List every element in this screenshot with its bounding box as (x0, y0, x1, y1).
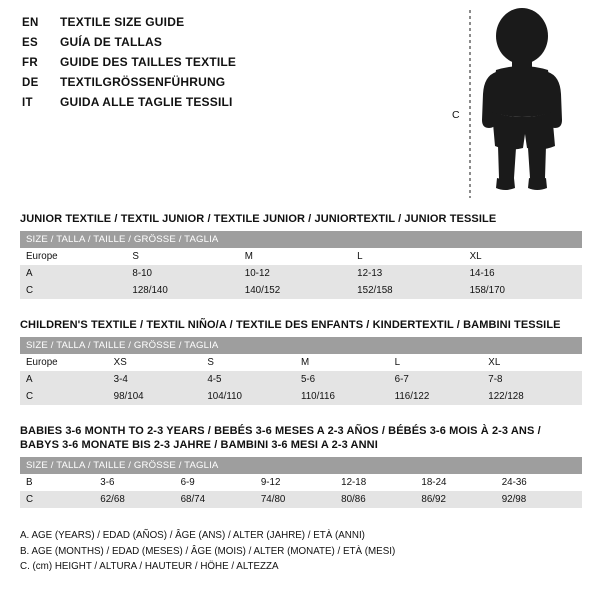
language-title: TEXTILGRÖSSENFÜHRUNG (60, 75, 226, 89)
size-header-label: SIZE / TALLA / TAILLE / GRÖSSE / TAGLIA (20, 457, 582, 474)
language-title: GUÍA DE TALLAS (60, 35, 163, 49)
junior-size-table (20, 231, 582, 299)
language-code: ES (22, 37, 38, 49)
cell-value: 5-6 (301, 371, 395, 388)
cell-value: S (132, 248, 244, 265)
cell-value: L (395, 354, 489, 371)
cell-value: 10-12 (245, 265, 357, 282)
cell-value: 110/116 (301, 388, 395, 405)
cell-value: 3-6 (100, 474, 180, 491)
language-title: TEXTILE SIZE GUIDE (60, 15, 185, 29)
row-label: C (20, 282, 132, 299)
table-header-row (20, 337, 582, 354)
cell-value: L (357, 248, 469, 265)
row-label: A (20, 371, 114, 388)
cell-value: 152/158 (357, 282, 469, 299)
babies-textile-section (20, 424, 582, 508)
table-row (20, 265, 582, 282)
table-row (20, 388, 582, 405)
table-row (20, 491, 582, 508)
cell-value: 14-16 (470, 265, 582, 282)
cell-value: 6-7 (395, 371, 489, 388)
row-label: A (20, 265, 132, 282)
language-title-block (22, 12, 442, 112)
children-section-title: CHILDREN'S TEXTILE / TEXTIL NIÑO/A / TEXTILE DES ENFANTS / KINDERTEXTIL / BAMBINI TESSILE (20, 319, 561, 331)
legend-notes (20, 528, 580, 575)
table-header-row (20, 231, 582, 248)
cell-value: 122/128 (488, 388, 582, 405)
language-row-de (22, 72, 442, 92)
language-code: EN (22, 17, 39, 29)
table-header-row (20, 457, 582, 474)
cell-value: 18-24 (421, 474, 501, 491)
cell-value: 98/104 (114, 388, 208, 405)
measurement-figure (452, 6, 592, 201)
cell-value: S (207, 354, 301, 371)
babies-size-table (20, 457, 582, 508)
cell-value: 62/68 (100, 491, 180, 508)
cell-value: M (301, 354, 395, 371)
cell-value: XL (488, 354, 582, 371)
junior-section-title: JUNIOR TEXTILE / TEXTIL JUNIOR / TEXTILE JUNIOR / JUNIORTEXTIL / JUNIOR TESSILE (20, 213, 497, 225)
cell-value: 68/74 (181, 491, 261, 508)
cell-value: 92/98 (502, 491, 582, 508)
language-row-en (22, 12, 442, 32)
note-height-cm: C. (cm) HEIGHT / ALTURA / HAUTEUR / HÖHE / ALTEZZA (20, 561, 279, 572)
cell-value: 12-13 (357, 265, 469, 282)
cell-value: 128/140 (132, 282, 244, 299)
table-row (20, 354, 582, 371)
language-code: FR (22, 57, 38, 69)
cell-value: M (245, 248, 357, 265)
cell-value: 8-10 (132, 265, 244, 282)
cell-value: 74/80 (261, 491, 341, 508)
cell-value: 86/92 (421, 491, 501, 508)
babies-section-title: BABIES 3-6 MONTH TO 2-3 YEARS / BEBÉS 3-6 MESES A 2-3 AÑOS / BÉBÉS 3-6 MOIS À 2-3 ANS / BABYS 3-6 MONATE BIS 2-3 JAHRE / BAMBINI 3-6 MESI A 2-3 ANNI (20, 425, 541, 451)
language-code: DE (22, 77, 39, 89)
cell-value: 80/86 (341, 491, 421, 508)
toddler-silhouette-icon (452, 6, 592, 201)
row-label: B (20, 474, 100, 491)
row-label: Europe (20, 354, 114, 371)
note-age-years: A. AGE (YEARS) / EDAD (AÑOS) / ÂGE (ANS) / ALTER (JAHRE) / ETÀ (ANNI) (20, 530, 365, 541)
junior-textile-section (20, 212, 582, 299)
cell-value: 3-4 (114, 371, 208, 388)
children-textile-section (20, 318, 582, 405)
cell-value: 12-18 (341, 474, 421, 491)
table-row (20, 371, 582, 388)
cell-value: 4-5 (207, 371, 301, 388)
size-header-label: SIZE / TALLA / TAILLE / GRÖSSE / TAGLIA (20, 337, 582, 354)
children-size-table (20, 337, 582, 405)
cell-value: 140/152 (245, 282, 357, 299)
language-title: GUIDE DES TAILLES TEXTILE (60, 55, 237, 69)
table-row (20, 282, 582, 299)
row-label: Europe (20, 248, 132, 265)
table-row (20, 248, 582, 265)
cell-value: 9-12 (261, 474, 341, 491)
cell-value: 7-8 (488, 371, 582, 388)
language-title: GUIDA ALLE TAGLIE TESSILI (60, 95, 233, 109)
cell-value: 116/122 (395, 388, 489, 405)
size-header-label: SIZE / TALLA / TAILLE / GRÖSSE / TAGLIA (20, 231, 582, 248)
language-row-it (22, 92, 442, 112)
row-label: C (20, 491, 100, 508)
cell-value: 104/110 (207, 388, 301, 405)
cell-value: 158/170 (470, 282, 582, 299)
row-label: C (20, 388, 114, 405)
cell-value: XS (114, 354, 208, 371)
height-measure-label: C (452, 109, 460, 121)
table-row (20, 474, 582, 491)
cell-value: XL (470, 248, 582, 265)
language-row-fr (22, 52, 442, 72)
note-age-months: B. AGE (MONTHS) / EDAD (MESES) / ÂGE (MOIS) / ALTER (MONATE) / ETÀ (MESI) (20, 545, 396, 557)
cell-value: 24-36 (502, 474, 582, 491)
language-code: IT (22, 97, 33, 109)
language-row-es (22, 32, 442, 52)
cell-value: 6-9 (181, 474, 261, 491)
